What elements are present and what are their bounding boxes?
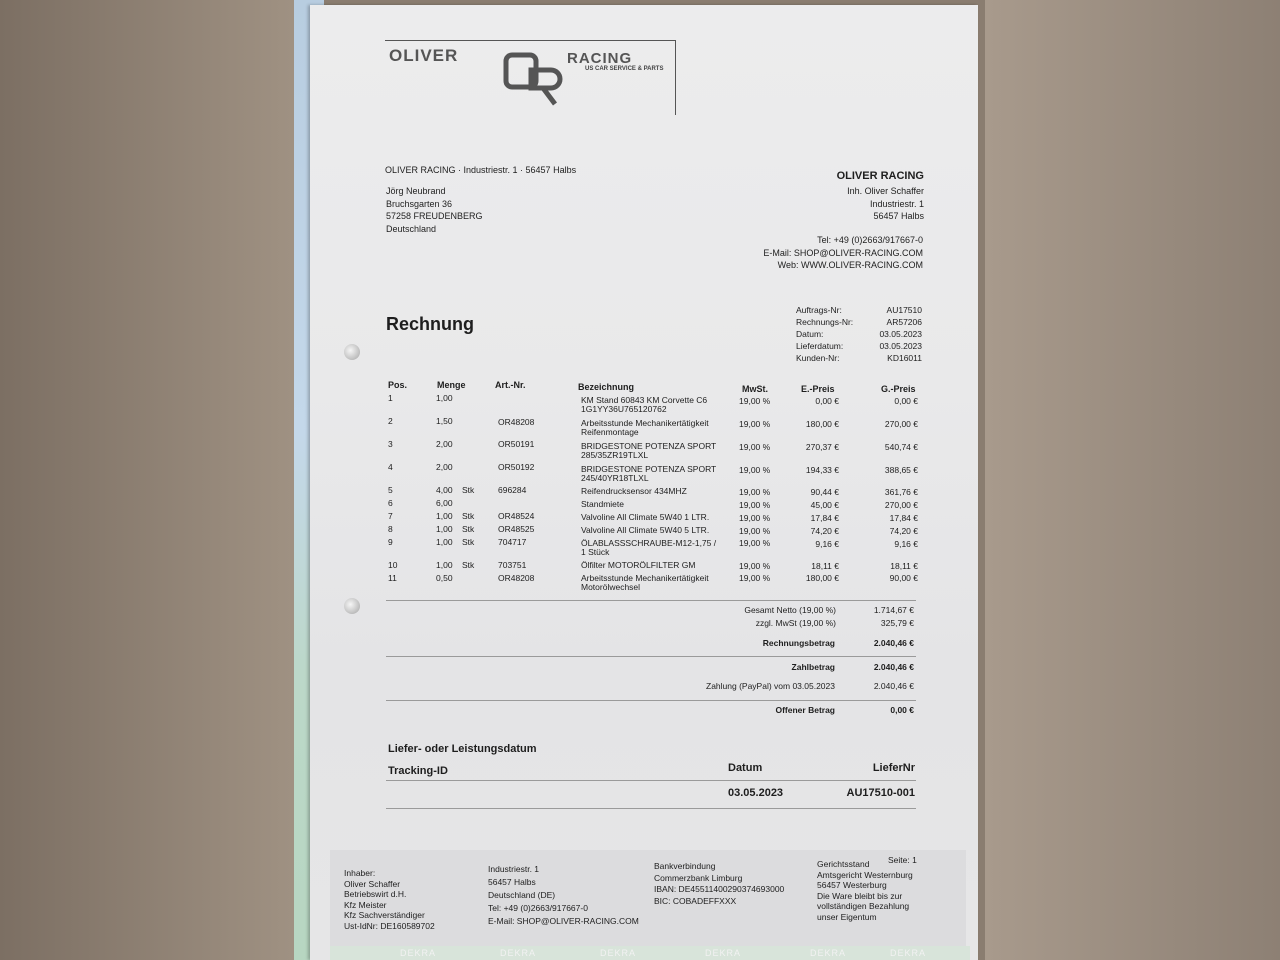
cell-gpreis: 18,11 €: [890, 561, 918, 571]
divider: [386, 808, 916, 809]
meta-label: Lieferdatum:: [796, 341, 844, 351]
delivery-heading: Liefer- oder Leistungsdatum: [388, 743, 537, 755]
company-name: OLIVER RACING: [836, 170, 924, 182]
col-header-bezeichnung: Bezeichnung: [578, 382, 635, 392]
footer-owner: [344, 868, 435, 931]
watermark-text: DEKRA: [600, 948, 637, 958]
cell-pos: 4: [388, 462, 393, 472]
table-row: [388, 394, 918, 414]
cell-bez-2: Motorölwechsel: [581, 582, 641, 592]
contact-web: Web: WWW.OLIVER-RACING.COM: [777, 260, 923, 270]
col-header-gpreis: G.-Preis: [881, 384, 916, 394]
cell-bez: Arbeitsstunde Mechanikertätigkeit: [581, 418, 709, 428]
sender-line: OLIVER RACING · Industriestr. 1 · 56457 Halbs: [385, 165, 577, 175]
cell-epreis: 9,16 €: [815, 539, 839, 549]
meta-value: 03.05.2023: [879, 329, 922, 339]
cell-menge: 4,00: [436, 485, 453, 495]
cell-unit: Stk: [462, 537, 475, 547]
cell-bez-2: 285/35ZR19TLXL: [581, 450, 649, 460]
footer-line: Deutschland (DE): [488, 890, 556, 900]
company-contact: [763, 234, 923, 272]
cell-mwst: 19,00 %: [739, 500, 771, 510]
meta-value: 03.05.2023: [879, 341, 922, 351]
cell-bez: Valvoline All Climate 5W40 5 LTR.: [581, 525, 710, 535]
cell-pos: 3: [388, 439, 393, 449]
cell-bez: Ölfilter MOTORÖLFILTER GM: [581, 560, 696, 570]
divider: [386, 700, 916, 701]
cell-pos: 10: [388, 560, 398, 570]
cell-epreis: 270,37 €: [805, 442, 839, 452]
cell-pos: 8: [388, 524, 393, 534]
footer-line: Amtsgericht Westernburg: [817, 869, 913, 880]
cell-epreis: 180,00 €: [805, 573, 839, 583]
cell-menge: 6,00: [436, 498, 453, 508]
company-line: Inh. Oliver Schaffer: [847, 186, 924, 196]
cell-epreis: 45,00 €: [810, 500, 839, 510]
cell-gpreis: 90,00 €: [889, 573, 918, 583]
divider: [386, 600, 916, 601]
cell-bez-2: 245/40YR18TLXL: [581, 473, 649, 483]
logo-word-racing: RACING: [567, 50, 633, 67]
meta-label: Kunden-Nr:: [796, 353, 840, 363]
recipient-line: 57258 FREUDENBERG: [386, 211, 483, 221]
footer-line: E-Mail: SHOP@OLIVER-RACING.COM: [488, 916, 639, 926]
meta-value: KD16011: [887, 353, 922, 363]
meta-labels: [796, 304, 853, 364]
rechnungsbetrag-label: Rechnungsbetrag: [762, 638, 835, 648]
footer-line: Industriestr. 1: [488, 864, 540, 874]
col-header-pos: Pos.: [388, 380, 408, 390]
mwst-label: zzgl. MwSt (19,00 %): [755, 618, 836, 628]
cell-art: OR48525: [498, 524, 535, 534]
col-header-mwst: MwSt.: [742, 384, 768, 394]
table-row: [388, 499, 918, 511]
cell-gpreis: 17,84 €: [889, 513, 918, 523]
rechnungsbetrag-value: 2.040,46 €: [873, 638, 914, 648]
offener-betrag-value: 0,00 €: [890, 705, 914, 715]
footer-line: Bankverbindung: [654, 861, 716, 871]
punch-hole-bottom: [344, 598, 360, 614]
col-header-epreis: E.-Preis: [801, 384, 835, 394]
datum-label: Datum: [728, 762, 763, 774]
footer-line: Kfz Meister: [344, 899, 387, 910]
logo-word-oliver: OLIVER: [389, 46, 459, 65]
cell-menge: 2,00: [436, 462, 453, 472]
cell-menge: 1,00: [436, 524, 453, 534]
cell-mwst: 19,00 %: [739, 396, 771, 406]
footer-line: Commerzbank Limburg: [654, 872, 743, 883]
footer-line: Die Ware bleibt bis zur: [817, 890, 903, 901]
meta-label: Auftrags-Nr:: [796, 305, 842, 315]
footer: [330, 850, 966, 950]
contact-email: E-Mail: SHOP@OLIVER-RACING.COM: [763, 247, 923, 258]
cell-unit: Stk: [462, 560, 475, 570]
zahlung-value: 2.040,46 €: [873, 681, 914, 691]
cell-bez-2: 1G1YY36U765120762: [581, 404, 667, 414]
cell-epreis: 0,00 €: [815, 396, 839, 406]
footer-line: Oliver Schaffer: [344, 878, 401, 889]
company-line: Industriestr. 1: [869, 198, 924, 209]
table-row: [388, 440, 918, 460]
cell-mwst: 19,00 %: [739, 442, 771, 452]
netto-value: 1.714,67 €: [873, 605, 914, 615]
cell-gpreis: 361,76 €: [884, 487, 918, 497]
cell-pos: 5: [388, 485, 393, 495]
tracking-label: Tracking-ID: [388, 765, 448, 777]
table-row: [388, 463, 918, 483]
table-row: [388, 574, 918, 594]
liefernr-value: AU17510-001: [846, 787, 915, 799]
mwst-value: 325,79 €: [880, 618, 914, 628]
cell-bez: KM Stand 60843 KM Corvette C6: [581, 395, 708, 405]
meta-value: AU17510: [886, 305, 922, 315]
cell-mwst: 19,00 %: [739, 513, 771, 523]
watermark-text: DEKRA: [890, 948, 927, 958]
footer-line: Ust-IdNr: DE160589702: [344, 920, 435, 931]
recipient-address: [386, 185, 483, 235]
cell-gpreis: 9,16 €: [894, 539, 918, 549]
cell-bez: BRIDGESTONE POTENZA SPORT: [581, 464, 717, 474]
table-row: [388, 417, 918, 437]
footer-line: vollständigen Bezahlung: [817, 901, 910, 911]
offener-betrag-label: Offener Betrag: [775, 705, 835, 715]
cell-pos: 2: [388, 416, 393, 426]
logo-or-mark: [503, 52, 567, 106]
cell-art: OR48208: [498, 417, 535, 427]
cell-gpreis: 270,00 €: [884, 500, 918, 510]
contact-phone: Tel: +49 (0)2663/917667-0: [817, 235, 923, 245]
cell-mwst: 19,00 %: [739, 573, 771, 583]
meta-label: Rechnungs-Nr:: [796, 317, 854, 327]
meta-values: [879, 304, 922, 364]
cell-epreis: 194,33 €: [805, 465, 839, 475]
zahlbetrag-value: 2.040,46 €: [873, 662, 914, 672]
footer-line: Gerichtsstand: [817, 859, 870, 869]
table-row: [388, 512, 918, 524]
col-header-menge: Menge: [437, 380, 466, 390]
cell-bez: Arbeitsstunde Mechanikertätigkeit: [581, 573, 709, 583]
footer-line: Tel: +49 (0)2663/917667-0: [488, 903, 588, 913]
footer-line: 56457 Westerburg: [817, 880, 887, 890]
cell-menge: 1,00: [436, 511, 453, 521]
footer-line: 56457 Halbs: [488, 877, 536, 887]
cell-mwst: 19,00 %: [739, 465, 771, 475]
company-line: 56457 Halbs: [873, 211, 924, 221]
divider: [386, 656, 916, 657]
cell-menge: 1,00: [436, 393, 453, 403]
recipient-line: Bruchsgarten 36: [386, 198, 453, 209]
cell-bez-2: Reifenmontage: [581, 427, 639, 437]
watermark-text: DEKRA: [400, 948, 437, 958]
footer-line: Betriebswirt d.H.: [344, 889, 407, 899]
cell-epreis: 17,84 €: [810, 513, 839, 523]
dekra-watermark-strip: [330, 946, 970, 960]
background-left: [0, 0, 300, 960]
cell-menge: 1,00: [436, 537, 453, 547]
recipient-line: Deutschland: [386, 223, 437, 234]
cell-gpreis: 540,74 €: [884, 442, 918, 452]
watermark-text: DEKRA: [810, 948, 847, 958]
cell-menge: 0,50: [436, 573, 453, 583]
footer-line: Inhaber:: [344, 868, 376, 878]
cell-gpreis: 0,00 €: [894, 396, 918, 406]
cell-art: OR48524: [498, 511, 535, 521]
table-row: [388, 561, 918, 573]
punch-hole-top: [344, 344, 360, 360]
cell-menge: 1,00: [436, 560, 453, 570]
company-address: [847, 185, 924, 223]
cell-mwst: 19,00 %: [739, 487, 771, 497]
document-title: Rechnung: [386, 314, 474, 334]
logo-tagline: US CAR SERVICE & PARTS: [585, 66, 664, 72]
liefernr-label: LieferNr: [872, 762, 915, 774]
cell-art: OR50191: [498, 439, 535, 449]
background-right: [985, 0, 1280, 960]
cell-pos: 9: [388, 537, 393, 547]
watermark-text: DEKRA: [705, 948, 742, 958]
footer-line: BIC: COBADEFFXXX: [654, 895, 737, 906]
cell-pos: 6: [388, 498, 393, 508]
footer-line: IBAN: DE45511400290374693000: [654, 884, 785, 894]
footer-bank: [654, 861, 784, 907]
cell-unit: Stk: [462, 511, 475, 521]
table-row: [388, 538, 918, 558]
recipient-line: Jörg Neubrand: [386, 186, 446, 196]
cell-bez: Standmiete: [581, 499, 624, 509]
watermark-text: DEKRA: [500, 948, 537, 958]
cell-bez-2: 1 Stück: [581, 547, 610, 557]
cell-epreis: 90,44 €: [810, 487, 839, 497]
zahlbetrag-label: Zahlbetrag: [791, 662, 835, 672]
col-header-art: Art.-Nr.: [495, 380, 526, 390]
cell-mwst: 19,00 %: [739, 526, 771, 536]
cell-unit: Stk: [462, 485, 475, 495]
meta-value: AR57206: [886, 317, 922, 327]
cell-menge: 1,50: [436, 416, 453, 426]
cell-epreis: 180,00 €: [805, 419, 839, 429]
cell-mwst: 19,00 %: [739, 419, 771, 429]
cell-pos: 11: [388, 573, 397, 583]
table-row: [388, 525, 918, 537]
cell-gpreis: 388,65 €: [884, 465, 918, 475]
cell-art: 696284: [498, 485, 527, 495]
datum-value: 03.05.2023: [728, 787, 784, 799]
netto-label: Gesamt Netto (19,00 %): [744, 605, 836, 615]
cell-gpreis: 74,20 €: [889, 526, 918, 536]
cell-art: OR50192: [498, 462, 535, 472]
cell-art: OR48208: [498, 573, 535, 583]
cell-epreis: 74,20 €: [810, 526, 839, 536]
cell-bez: BRIDGESTONE POTENZA SPORT: [581, 441, 717, 451]
cell-bez: Reifendrucksensor 434MHZ: [581, 486, 687, 496]
footer-address: [488, 863, 639, 928]
cell-unit: Stk: [462, 524, 475, 534]
page-number: Seite: 1: [888, 855, 917, 865]
footer-legal: [817, 859, 913, 922]
cell-epreis: 18,11 €: [811, 561, 839, 571]
cell-mwst: 19,00 %: [739, 538, 771, 548]
meta-label: Datum:: [796, 329, 824, 339]
divider: [386, 780, 916, 781]
cell-bez: ÖLABLASSSCHRAUBE-M12-1,75 /: [581, 538, 717, 548]
cell-art: 704717: [498, 537, 527, 547]
footer-line: unser Eigentum: [817, 911, 877, 922]
cell-menge: 2,00: [436, 439, 453, 449]
cell-bez: Valvoline All Climate 5W40 1 LTR.: [581, 512, 710, 522]
cell-mwst: 19,00 %: [739, 561, 771, 571]
zahlung-label: Zahlung (PayPal) vom 03.05.2023: [706, 681, 835, 691]
table-row: [388, 486, 918, 498]
cell-art: 703751: [498, 560, 527, 570]
cell-gpreis: 270,00 €: [884, 419, 918, 429]
cell-pos: 7: [388, 511, 393, 521]
footer-line: Kfz Sachverständiger: [344, 910, 425, 920]
cell-pos: 1: [388, 393, 393, 403]
